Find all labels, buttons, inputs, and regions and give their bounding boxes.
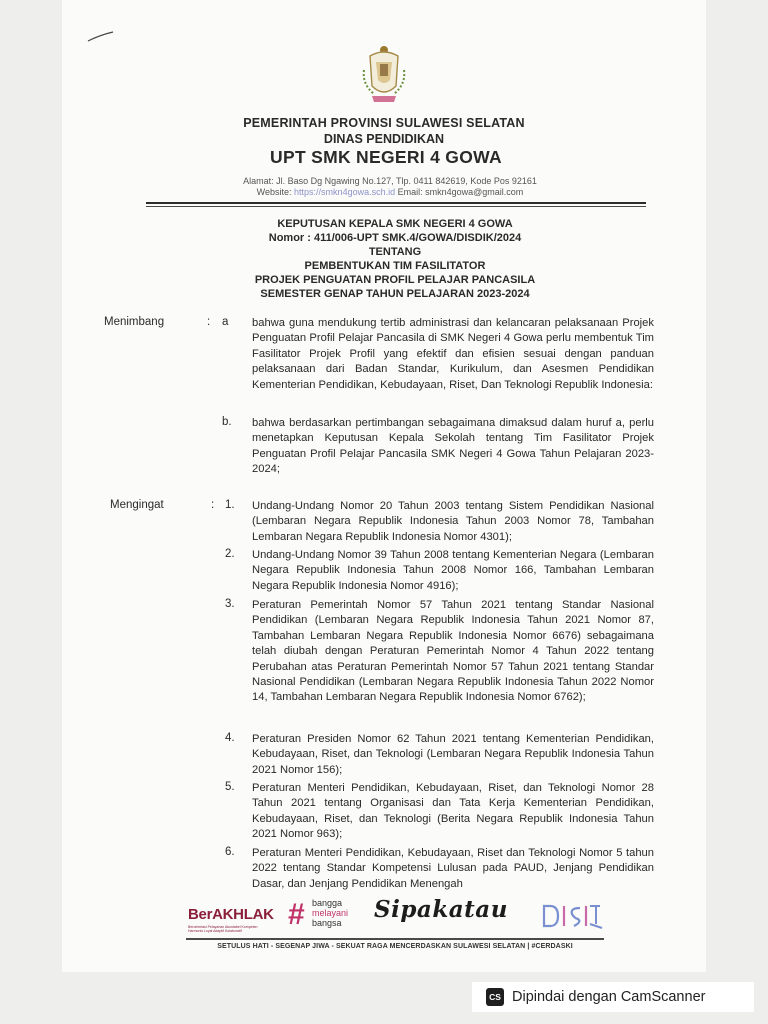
bangga-text: bangga xyxy=(312,898,343,908)
decree-subject-3: SEMESTER GENAP TAHUN PELAJARAN 2023-2024 xyxy=(260,288,530,300)
mengingat-item-6: Peraturan Menteri Pendidikan, Kebudayaan, Riset dan Teknologi Nomor 5 tahun 2022 tentang Standar Kompetensi Lulusan pada PAUD, Jenjang Pendidikan Dasar, dan Jenjang Pendidikan Menengah xyxy=(252,847,654,890)
menimbang-marker-b: b. xyxy=(222,416,232,428)
menimbang-marker-a: a xyxy=(222,316,229,328)
mengingat-marker-5: 5. xyxy=(225,781,235,793)
letterhead-divider-thin xyxy=(146,206,646,207)
melayani-text: melayani xyxy=(312,908,349,918)
mengingat-item-2: Undang-Undang Nomor 39 Tahun 2008 tentang Kementerian Negara (Lembaran Negara Republik Indonesia Tahun 2008 Nomor 166, Tambahan Lembaran Negara Republik Indonesia Nomor 4916); xyxy=(252,549,654,592)
mengingat-marker-2: 2. xyxy=(225,548,235,560)
mengingat-item-5: Peraturan Menteri Pendidikan, Kebudayaan, Riset, dan Teknologi Nomor 28 Tahun 2021 tentang Organisasi dan Tata Kerja Kementerian Pendidikan, Kebudayaan, Riset, dan Teknologi (Berita Negara Republik Indonesia Tahun 2021 Nomor 963); xyxy=(252,782,654,841)
decree-subject-2: PROJEK PENGUATAN PROFIL PELAJAR PANCASILA xyxy=(254,274,536,286)
letterhead-divider-thick xyxy=(146,202,646,204)
letterhead-address: Alamat: Jl. Baso Dg Ngawing No.127, Tlp. 0411 842619, Kode Pos 92161 xyxy=(243,176,537,186)
pen-stroke-mark xyxy=(86,30,116,44)
mengingat-marker-4: 4. xyxy=(225,732,235,744)
camscanner-icon: CS xyxy=(486,988,504,1006)
bangga-melayani-bangsa-logo xyxy=(312,898,348,928)
bangga-melayani-hash-icon: # xyxy=(288,898,305,931)
berakhlak-logo: BerAKHLAK xyxy=(188,906,274,923)
letterhead-province: PEMERINTAH PROVINSI SULAWESI SELATAN xyxy=(243,116,525,130)
menimbang-item-b: bahwa berdasarkan pertimbangan sebagaimana dimaksud dalam huruf a, perlu menetapkan Keputusan Kepala Sekolah tentang Tim Fasilitator Projek Penguatan Profil Pelajar Pancasila SMK Negeri 4 Gowa Tahun Pelajaran 2023-2024; xyxy=(252,417,654,476)
website-label: Website: xyxy=(256,187,292,197)
footer-motto: SETULUS HATI - SEGENAP JIWA - SEKUAT RAGA MENCERDASKAN SULAWESI SELATAN | #CERDASKI xyxy=(217,943,573,950)
province-emblem-icon xyxy=(356,40,412,106)
letterhead-contact xyxy=(6,187,768,197)
letterhead-department: DINAS PENDIDIKAN xyxy=(323,132,445,146)
email-text: Email: smkn4gowa@gmail.com xyxy=(397,187,524,197)
decree-subject-1: PEMBENTUKAN TIM FASILITATOR xyxy=(304,260,486,272)
mengingat-item-3: Peraturan Pemerintah Nomor 57 Tahun 2021 tentang Standar Nasional Pendidikan (Lembaran Negara Republik Indonesia Tahun 2021 Nomor 87, Tambahan Lembaran Negara Republik Indonesia Nomor 6676) sebagaimana telah diubah dengan Peraturan Pemerintah Nomor 4 Tahun 2022 tentang Perubahan atas Peraturan Pemerintah Nomor 57 Tahun 2021 tentang Standar Nasional Pendidikan (Lembaran Negara Republik Indonesia Tahun 2022 Nomor 14, Tambahan Lembaran Negara Republik Indonesia Nomor 6762); xyxy=(252,599,654,704)
mengingat-item-4: Peraturan Presiden Nomor 62 Tahun 2021 tentang Kementerian Pendidikan, Kebudayaan, Riset, dan Teknologi (Lembaran Negara Republik Indonesia Tahun 2021 Nomor 156); xyxy=(252,733,654,776)
footer-divider xyxy=(186,938,604,940)
mengingat-colon: : xyxy=(211,499,215,511)
bangsa-text: bangsa xyxy=(312,918,342,928)
sipakatau-logo: Sipakatau xyxy=(374,896,508,923)
camscanner-label: Dipindai dengan CamScanner xyxy=(512,989,706,1005)
mengingat-item-1: Undang-Undang Nomor 20 Tahun 2003 tentang Sistem Pendidikan Nasional (Lembaran Negara Republik Indonesia Tahun 2003 Nomor 78, Tambahan Lembaran Negara Republik Indonesia Nomor 4301); xyxy=(252,500,654,543)
berakhlak-tagline: Berorientasi Pelayanan Akuntabel Kompeten Harmonis Loyal Adaptif Kolaboratif xyxy=(188,925,258,933)
decree-tentang: TENTANG xyxy=(368,246,422,258)
decree-title: KEPUTUSAN KEPALA SMK NEGERI 4 GOWA xyxy=(277,218,513,230)
mengingat-marker-6: 6. xyxy=(225,846,235,858)
decree-number: Nomor : 411/006-UPT SMK.4/GOWA/DISDIK/2024 xyxy=(268,232,522,244)
mengingat-marker-1: 1. xyxy=(225,499,235,511)
website-link[interactable]: https://smkn4gowa.sch.id xyxy=(294,187,396,197)
letterhead-school-name: UPT SMK NEGERI 4 GOWA xyxy=(270,147,502,167)
menimbang-colon: : xyxy=(207,316,211,328)
menimbang-item-a: bahwa guna mendukung tertib administrasi dan kelancaran pelaksanaan Projek Penguatan Profil Pelajar Pancasila di SMK Negeri 4 Gowa perlu membentuk Tim Fasilitator Projek Profil yang efektif dan efisien sesuai dengan panduan pelaksanaan dari Badan Standar, Kurikulum, dan Asesmen Pendidikan Kementerian Pendidikan, Kebudayaan, Riset, Dan Teknologi Republik Indonesia: xyxy=(252,317,654,391)
mengingat-label: Mengingat xyxy=(110,499,164,511)
camscanner-watermark xyxy=(472,982,754,1012)
disdik-logo-icon xyxy=(540,900,606,934)
mengingat-marker-3: 3. xyxy=(225,598,235,610)
menimbang-label: Menimbang xyxy=(104,316,165,328)
